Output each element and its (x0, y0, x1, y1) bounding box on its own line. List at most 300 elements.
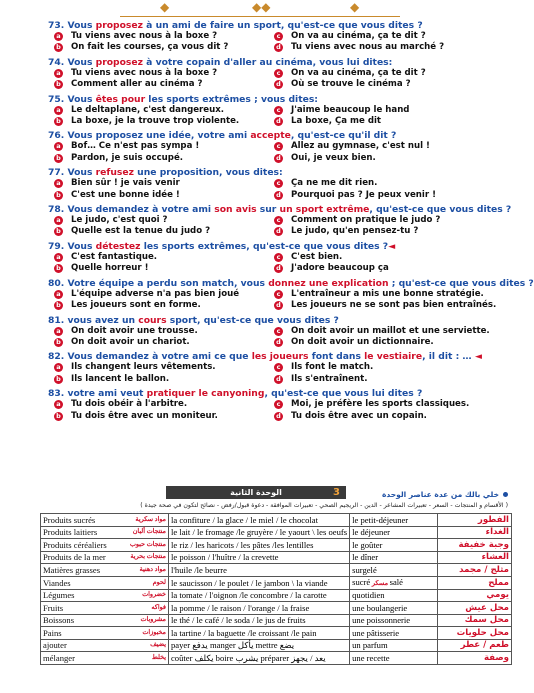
answer-option[interactable] (54, 105, 272, 116)
items-cell: le lait / le fromage /le gruyère / le yaourt \ les oeufs (168, 526, 349, 539)
question-fragment: pratiquer le canyoning (146, 388, 265, 400)
category-label: Produits céréaliers (43, 539, 107, 550)
option-letter-icon: d (274, 375, 283, 384)
question-number: 75. (48, 93, 68, 105)
translation-cell: مثلج / مجمد (437, 564, 511, 577)
option-letter-icon: a (54, 363, 63, 372)
unit-title: الوحدة الثانية (230, 488, 282, 497)
options-grid (48, 362, 500, 385)
options-grid (48, 215, 500, 238)
term-cell (350, 639, 438, 652)
option-letter-icon: d (274, 412, 283, 421)
questions-list (0, 20, 534, 422)
translation-cell: يومي (437, 589, 511, 602)
option-text: Oui, je veux bien. (291, 152, 376, 163)
translation-cell: العشاء (437, 551, 511, 564)
question-fragment: Vous (67, 56, 96, 68)
option-text: Les joueurs sont en forme. (71, 300, 201, 311)
options-grid (48, 399, 500, 422)
category-label: Produits de la mer (43, 552, 106, 563)
option-text: Le judo, qu'en pensez-tu ? (291, 226, 419, 237)
question-fragment: Vous demandez à votre ami (67, 204, 215, 216)
category-label: Boissons (43, 615, 75, 626)
option-letter-icon: a (54, 69, 63, 78)
option-letter-icon: c (274, 290, 283, 299)
option-letter-icon: d (274, 191, 283, 200)
translation-cell: محل عيش (437, 602, 511, 615)
question-fragment: proposez (95, 56, 143, 68)
question-fragment: son avis (214, 204, 257, 216)
term-cell (350, 564, 438, 577)
vocab-row (41, 652, 512, 665)
term-cell (350, 627, 438, 640)
answer-option[interactable] (54, 399, 272, 410)
items-cell: la tomate / l'oignon /le concombre / la carotte (168, 589, 349, 602)
answer-option[interactable] (274, 411, 500, 422)
answer-option[interactable] (54, 141, 272, 152)
option-letter-icon: a (54, 106, 63, 115)
option-letter-icon: b (54, 227, 63, 236)
question-fragment: ; qu'est-ce que vous dites ? (388, 277, 534, 289)
category-cell (41, 639, 169, 652)
term-label-2: salé (389, 576, 404, 587)
option-letter-icon: d (274, 80, 283, 89)
question-fragment: votre ami veut (67, 388, 147, 400)
question-number: 73. (48, 20, 68, 31)
option-letter-icon: c (274, 400, 283, 409)
question-fragment: sport, qu'est-ce que vous dites ? (166, 314, 339, 326)
options-grid (48, 141, 500, 164)
option-text: La boxe, Ça me dit (291, 116, 382, 127)
category-arabic: لحوم (152, 578, 166, 586)
answer-option[interactable] (274, 399, 500, 410)
answer-option[interactable] (274, 31, 500, 42)
options-grid (48, 105, 500, 128)
question-fragment: les joueurs (251, 351, 309, 363)
option-text: Ils lancent le ballon. (71, 373, 170, 384)
question-block (48, 315, 500, 349)
option-text: On doit avoir un dictionnaire. (291, 336, 434, 347)
question-text (48, 167, 500, 178)
question-fragment: donnez une explication (268, 277, 389, 289)
option-letter-icon: d (274, 301, 283, 310)
question-fragment: , il dit : … (422, 351, 475, 363)
option-letter-icon: c (274, 363, 283, 372)
option-text: Comment on pratique le judo ? (291, 215, 441, 226)
options-grid (48, 178, 500, 201)
question-fragment: Vous (67, 20, 96, 31)
category-label: ajouter (43, 640, 67, 651)
section-lead: خلي بالك من عدة عناصر الوحدة (382, 490, 508, 499)
question-fragment: détestez (95, 240, 141, 252)
category-label: Viandes (43, 577, 71, 588)
answer-option[interactable] (54, 289, 272, 300)
term-cell (350, 526, 438, 539)
category-cell (41, 551, 169, 564)
question-text (48, 388, 500, 399)
option-text: L'équipe adverse n'a pas bien joué (71, 288, 240, 299)
question-fragment: Vous (67, 240, 96, 252)
answer-option[interactable] (54, 215, 272, 226)
translation-cell: محل حلويات (437, 627, 511, 640)
option-letter-icon: a (54, 179, 63, 188)
option-text: Ils s'entraînent. (291, 373, 368, 384)
vocab-row (41, 589, 512, 602)
question-number: 74. (48, 56, 68, 68)
option-text: Les joueurs ne se sont pas bien entraînés. (291, 300, 497, 311)
question-fragment: les sports extrêmes, qu'est-ce que vous dites ? (140, 240, 389, 252)
answer-option[interactable] (274, 226, 500, 237)
unit-number: 3 (333, 487, 340, 498)
term-label: une poissonnerie (352, 615, 411, 626)
translation-cell: محل سمك (437, 614, 511, 627)
answer-option[interactable] (54, 374, 272, 385)
question-block (48, 20, 500, 54)
category-cell (41, 526, 169, 539)
term-label: quotidien (352, 590, 385, 601)
option-letter-icon: d (274, 227, 283, 236)
question-block (48, 94, 500, 128)
answer-option[interactable] (274, 68, 500, 79)
category-cell (41, 514, 169, 527)
option-letter-icon: a (54, 32, 63, 41)
translation-cell: مملح (437, 576, 511, 589)
category-label: mélanger (43, 652, 75, 663)
translation-cell: الفطور (437, 514, 511, 527)
answer-option[interactable] (274, 263, 500, 274)
term-label: une pâtisserie (352, 627, 400, 638)
option-text: Pourquoi pas ? Je peux venir ! (291, 189, 436, 200)
option-letter-icon: a (54, 290, 63, 299)
term-label: une recette (352, 652, 390, 663)
category-arabic: منتجات حبوب (129, 540, 166, 548)
option-text: C'est fantastique. (71, 251, 158, 262)
option-letter-icon: c (274, 216, 283, 225)
answer-option[interactable] (54, 226, 272, 237)
question-number: 81. (48, 314, 68, 326)
option-text: On fait les courses, ça vous dit ? (71, 42, 229, 53)
option-text: Quelle est la tenue du judo ? (71, 226, 211, 237)
question-block (48, 351, 500, 385)
question-block (48, 57, 500, 91)
question-fragment: accepte (250, 130, 291, 142)
answer-option[interactable] (54, 300, 272, 311)
category-arabic: منتجات بحرية (130, 553, 166, 561)
question-text (48, 130, 500, 141)
vocab-row (41, 526, 512, 539)
term-label: surgelé (352, 564, 377, 575)
question-number: 79. (48, 240, 68, 252)
question-number: 83. (48, 388, 68, 400)
category-arabic: مخبوزات (142, 628, 166, 636)
items-cell: le riz / les haricots / les pâtes /les lentilles (168, 539, 349, 552)
option-text: L'entraîneur a mis une bonne stratégie. (291, 288, 484, 299)
option-letter-icon: c (274, 142, 283, 151)
option-letter-icon: d (274, 117, 283, 126)
question-text (48, 277, 534, 289)
category-cell (41, 539, 169, 552)
items-cell: le saucisson / le poulet / le jambon \ la viande (168, 576, 349, 589)
category-label: Matières grasses (43, 564, 101, 575)
term-cell (350, 551, 438, 564)
category-arabic: مواد دهنية (139, 565, 166, 573)
option-letter-icon: a (54, 253, 63, 262)
term-label: le petit-déjeuner (352, 514, 409, 525)
answer-option[interactable] (274, 42, 500, 53)
option-text: Pardon, je suis occupé. (71, 152, 184, 163)
question-fragment: proposez (95, 20, 143, 31)
option-text: Comment aller au cinéma ? (71, 79, 203, 90)
option-letter-icon: a (54, 216, 63, 225)
question-block (48, 204, 512, 238)
option-text: Allez au gymnase, c'est nul ! (291, 141, 430, 152)
option-letter-icon: b (54, 301, 63, 310)
option-letter-icon: b (54, 412, 63, 421)
question-fragment: Vous proposez une idée, votre ami (67, 130, 251, 142)
question-fragment: Vous demandez à votre ami ce que (67, 351, 252, 363)
items-cell: le poisson / l'huître / la crevette (168, 551, 349, 564)
answer-option[interactable] (54, 326, 272, 337)
question-number: 77. (48, 167, 68, 179)
answer-option[interactable] (54, 178, 272, 189)
section-note: ( الأقسام و المنتجات - السعر - تعبيرات المشاعر - الدين - الريجيم الصحي - تعبيرات الموافقة - دعوة قبول/رفض - نصائح لتكون في صحة جيدة ) (140, 502, 508, 509)
answer-option[interactable] (54, 79, 272, 90)
category-label: Produits laitiers (43, 527, 98, 538)
option-text: Tu dois être avec un moniteur. (71, 410, 218, 421)
items-cell: la tartine / la baguette /le croissant /le pain (168, 627, 349, 640)
term-label: le goûter (352, 539, 383, 550)
category-label: Pains (43, 627, 62, 638)
term-label: le dîner (352, 552, 379, 563)
term-arabic: مسكر (370, 579, 390, 587)
answer-option[interactable] (54, 411, 272, 422)
option-text: J'adore beaucoup ça (291, 263, 389, 274)
answer-option[interactable] (54, 153, 272, 164)
question-number: 78. (48, 204, 68, 216)
option-letter-icon: c (274, 32, 283, 41)
answer-option[interactable] (274, 105, 500, 116)
answer-option[interactable] (54, 337, 272, 348)
options-grid (48, 289, 500, 312)
question-text (48, 241, 500, 252)
option-letter-icon: d (274, 338, 283, 347)
answer-option[interactable] (54, 263, 272, 274)
answer-option[interactable] (54, 190, 272, 201)
question-text (48, 204, 512, 216)
option-text: Quelle horreur ! (71, 263, 149, 274)
term-cell (350, 514, 438, 527)
question-block (48, 130, 500, 164)
answer-option[interactable] (54, 31, 272, 42)
option-letter-icon: c (274, 106, 283, 115)
question-block (48, 167, 500, 201)
option-letter-icon: c (274, 253, 283, 262)
option-text: La boxe, je la trouve trop violente. (71, 116, 240, 127)
question-text (48, 351, 500, 362)
question-text (48, 20, 500, 31)
answer-option[interactable] (54, 116, 272, 127)
option-text: Le judo, c'est quoi ? (71, 215, 168, 226)
vocab-row (41, 539, 512, 552)
option-text: Ça ne me dit rien. (291, 178, 378, 189)
question-fragment: Vous (67, 93, 96, 105)
question-fragment: Votre équipe a perdu son match, vous (67, 277, 269, 289)
answer-option[interactable] (54, 252, 272, 263)
answer-option[interactable] (274, 153, 500, 164)
option-text: Bof… Ce n'est pas sympa ! (71, 141, 200, 152)
option-text: Le deltaplane, c'est dangereux. (71, 104, 225, 115)
term-label: une boulangerie (352, 602, 408, 613)
category-arabic: خضروات (142, 591, 166, 599)
question-fragment: , qu'est-ce que vous lui dites ? (264, 388, 423, 400)
answer-option[interactable] (274, 215, 500, 226)
category-label: Fruits (43, 602, 64, 613)
question-text (48, 94, 500, 105)
answer-option[interactable] (54, 68, 272, 79)
option-text: Tu viens avec nous à la boxe ? (71, 67, 218, 78)
category-cell (41, 614, 169, 627)
category-cell (41, 652, 169, 665)
options-grid (48, 31, 500, 54)
question-fragment: ◄ (474, 351, 482, 363)
unit-header (166, 486, 346, 499)
category-arabic: منتجات ألبان (132, 528, 166, 536)
category-cell (41, 589, 169, 602)
answer-option[interactable] (274, 141, 500, 152)
option-text: C'est une bonne idée ! (71, 189, 180, 200)
option-letter-icon: d (274, 264, 283, 273)
answer-option[interactable] (274, 79, 500, 90)
term-cell (350, 614, 438, 627)
vocab-row (41, 639, 512, 652)
question-number: 80. (48, 277, 68, 289)
items-cell: la pomme / le raison / l'orange / la fraise (168, 602, 349, 615)
option-letter-icon: c (274, 327, 283, 336)
option-text: Tu viens avec nous à la boxe ? (71, 31, 218, 41)
items-cell: l'huile /le beurre (168, 564, 349, 577)
question-fragment: êtes pour (95, 93, 146, 105)
bullet-icon (503, 492, 508, 497)
term-cell (350, 576, 438, 589)
option-text: Où se trouve le cinéma ? (291, 79, 411, 90)
category-label: Légumes (43, 590, 75, 601)
option-text: Ils changent leurs vêtements. (71, 362, 216, 373)
question-fragment: le vestiaire (364, 351, 423, 363)
answer-option[interactable] (274, 337, 500, 348)
items-cell: le thé / le café / le soda / le jus de fruits (168, 614, 349, 627)
option-letter-icon: b (54, 43, 63, 52)
answer-option[interactable] (54, 42, 272, 53)
question-fragment: , qu'est-ce que vous dites ? (369, 204, 512, 216)
question-fragment: une proposition, vous dites: (133, 167, 283, 179)
term-cell (350, 602, 438, 615)
answer-option[interactable] (54, 362, 272, 373)
question-block (48, 241, 500, 275)
option-letter-icon: b (54, 117, 63, 126)
answer-option[interactable] (274, 374, 500, 385)
term-label: sucré (352, 576, 371, 587)
option-text: On va au cinéma, ça te dit ? (291, 31, 426, 41)
option-letter-icon: d (274, 43, 283, 52)
top-ornament: ◆ ◆◆ ◆ (120, 2, 400, 17)
translation-cell: الغداء (437, 526, 511, 539)
option-text: Tu dois être avec un copain. (291, 410, 427, 421)
option-text: On doit avoir un chariot. (71, 336, 190, 347)
question-block (48, 277, 534, 312)
option-text: Moi, je préfère les sports classiques. (291, 399, 470, 410)
answer-option[interactable] (274, 252, 500, 263)
answer-option[interactable] (274, 326, 500, 337)
question-fragment: les sports extrêmes ; vous dites: (145, 93, 318, 105)
question-fragment: sur (256, 204, 280, 216)
category-arabic: مشروبات (140, 616, 166, 624)
category-arabic: مواد سكرية (135, 515, 166, 523)
translation-cell: وجبة خفيفة (437, 539, 511, 552)
translation-cell: طعم / عطر (437, 639, 511, 652)
option-letter-icon: a (54, 327, 63, 336)
option-text: Bien sûr ! je vais venir (71, 178, 180, 189)
category-cell (41, 564, 169, 577)
options-grid (48, 68, 500, 91)
question-fragment: Vous (67, 167, 96, 179)
answer-option[interactable] (274, 300, 500, 311)
answer-option[interactable] (274, 289, 500, 300)
term-cell (350, 652, 438, 665)
option-letter-icon: c (274, 69, 283, 78)
question-fragment: à un ami de faire un sport, qu'est-ce que vous dites ? (142, 20, 423, 31)
vocab-row (41, 602, 512, 615)
vocab-row (41, 564, 512, 577)
answer-option[interactable] (274, 190, 500, 201)
vocab-row (41, 576, 512, 589)
answer-option[interactable] (274, 178, 500, 189)
question-fragment: font dans (308, 351, 365, 363)
category-arabic: يضيف (150, 641, 166, 649)
question-fragment: refusez (95, 167, 134, 179)
answer-option[interactable] (274, 116, 500, 127)
question-text (48, 315, 500, 326)
option-letter-icon: b (54, 264, 63, 273)
vocab-row (41, 627, 512, 640)
term-label: le déjeuner (352, 527, 391, 538)
option-text: Tu dois obéir à l'arbitre. (71, 399, 188, 410)
question-fragment: un sport extrême (279, 204, 370, 216)
items-cell: coûter يكلف boire يشرب préparer يعد / يجهز (168, 652, 349, 665)
items-cell: la confiture / la glace / le miel / le chocolat (168, 514, 349, 527)
answer-option[interactable] (274, 362, 500, 373)
category-label: Produits sucrés (43, 514, 96, 525)
vocab-row (41, 551, 512, 564)
translation-cell: وصفة (437, 652, 511, 665)
category-arabic: يخلط (151, 653, 166, 661)
option-text: C'est bien. (291, 251, 343, 262)
question-fragment: à votre copain d'aller au cinéma, vous lui dites: (142, 56, 393, 68)
question-fragment: vous avez un (67, 314, 139, 326)
category-arabic: فواكه (151, 603, 166, 611)
option-letter-icon: a (54, 142, 63, 151)
option-letter-icon: b (54, 338, 63, 347)
option-text: Ils font le match. (291, 362, 374, 373)
option-letter-icon: b (54, 154, 63, 163)
options-grid (48, 326, 500, 349)
option-letter-icon: d (274, 154, 283, 163)
option-letter-icon: c (274, 179, 283, 188)
option-text: J'aime beaucoup le hand (291, 104, 410, 115)
option-letter-icon: a (54, 400, 63, 409)
vocab-table (40, 513, 512, 665)
option-letter-icon: b (54, 191, 63, 200)
question-number: 76. (48, 130, 68, 142)
